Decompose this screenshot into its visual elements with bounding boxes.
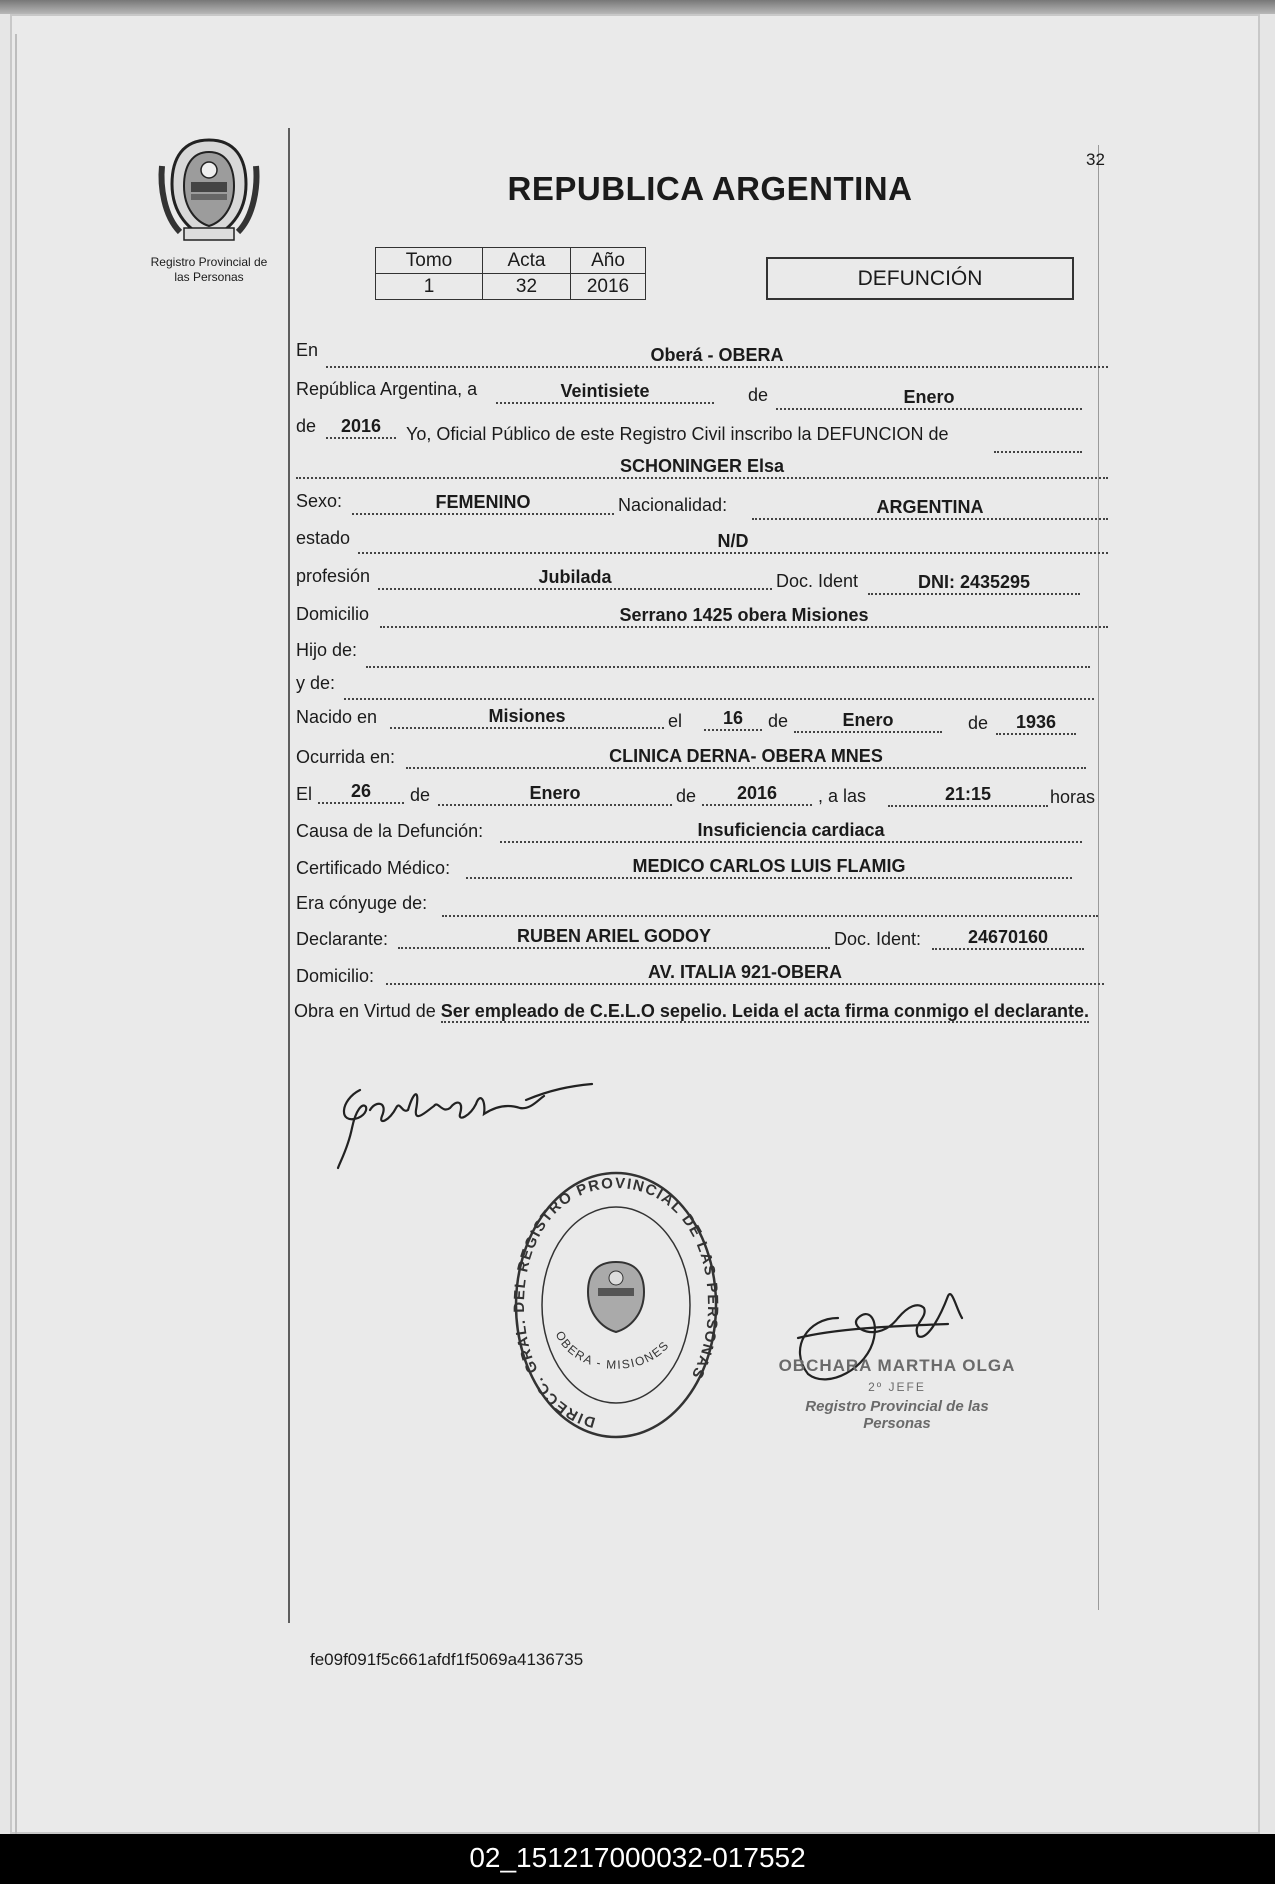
field-sex: FEMENINO (352, 492, 614, 515)
field-place: Oberá - OBERA (326, 345, 1108, 368)
field-year: 2016 (326, 416, 396, 439)
field-nationality: ARGENTINA (752, 497, 1108, 520)
left-margin-line (288, 128, 290, 1623)
label-profesion: profesión (296, 566, 371, 586)
field-birth-year: 1936 (996, 712, 1076, 735)
field-death-day: 26 (318, 781, 404, 804)
label-causa: Causa de la Defunción: (296, 821, 484, 841)
label-ocurrida-en: Ocurrida en: (296, 747, 396, 767)
label-de-6: de (676, 786, 697, 806)
record-table-header-acta: Acta (483, 248, 571, 274)
official-seal (510, 1170, 722, 1440)
official-stamp-office: Registro Provincial de las Personas (805, 1398, 989, 1432)
footer-id: 02_151217000032-017552 (469, 1842, 806, 1873)
field-declarant: RUBEN ARIEL GODOY (398, 926, 830, 949)
record-table-header-tomo: Tomo (376, 248, 483, 274)
field-day-words: Veintisiete (496, 381, 714, 404)
official-stamp-name: OBCHARA MARTHA OLGA (778, 1356, 1016, 1375)
label-nacionalidad: Nacionalidad: (618, 495, 728, 515)
svg-text:OBERA - MISIONES (553, 1329, 673, 1372)
label-en: En (296, 340, 319, 360)
label-domicilio: Domicilio (296, 604, 370, 624)
field-death-month: Enero (438, 783, 672, 806)
label-de-2: de (296, 416, 317, 436)
field-death-place: CLINICA DERNA- OBERA MNES (406, 746, 1086, 769)
label-certificado: Certificado Médico: (296, 858, 451, 878)
label-de-4: de (968, 713, 989, 733)
field-declarant-doc: 24670160 (932, 927, 1084, 950)
record-table (375, 247, 646, 300)
label-doc-ident-2: Doc. Ident: (834, 929, 922, 949)
page-number: 32 (1086, 150, 1105, 169)
field-deceased-name: SCHONINGER Elsa (296, 456, 1108, 479)
field-doctor: MEDICO CARLOS LUIS FLAMIG (466, 856, 1072, 879)
official-stamp-role: 2º JEFE (868, 1380, 926, 1394)
scan-top-edge (0, 0, 1275, 14)
label-y-de: y de: (296, 673, 336, 693)
seal-inner-text: OBERA - MISIONES (552, 1328, 673, 1372)
record-table-value-ano: 2016 (571, 274, 646, 300)
misiones-coat-of-arms-logo (158, 136, 260, 244)
field-death-year: 2016 (702, 783, 812, 806)
label-a-las: , a las (818, 786, 867, 806)
field-doc-ident: DNI: 2435295 (868, 572, 1080, 595)
field-civil-status: N/D (358, 531, 1108, 554)
field-death-time: 21:15 (888, 784, 1048, 807)
field-obra-text: Ser empleado de C.E.L.O sepelio. Leida el acta firma conmigo el declarante. (440, 1001, 1089, 1021)
label-conyuge: Era cónyuge de: (296, 893, 428, 913)
registry-caption-line1: Registro Provincial de (150, 255, 268, 269)
obra-en-virtud-paragraph (294, 998, 1104, 1025)
field-profession: Jubilada (378, 567, 772, 590)
field-birth-month: Enero (794, 710, 942, 733)
record-table-value-acta: 32 (483, 274, 571, 300)
label-estado: estado (296, 528, 351, 548)
record-type-box: DEFUNCIÓN (766, 257, 1074, 300)
record-table-header-row (376, 248, 646, 274)
field-birth-day: 16 (704, 708, 762, 731)
field-birth-place: Misiones (390, 706, 664, 729)
registry-caption-line2: las Personas (174, 270, 244, 284)
label-domicilio-2: Domicilio: (296, 966, 375, 986)
label-el: el (668, 711, 683, 731)
label-obra: Obra en Virtud de (294, 1001, 436, 1021)
field-y-de (344, 677, 1094, 700)
field-oficial-blank (994, 430, 1082, 453)
field-hijo-de (366, 645, 1090, 668)
field-address: Serrano 1425 obera Misiones (380, 605, 1108, 628)
label-declarante: Declarante: (296, 929, 389, 949)
label-hijo-de: Hijo de: (296, 640, 358, 660)
label-de-3: de (768, 711, 789, 731)
declarant-signature (330, 1070, 600, 1170)
page-title: REPUBLICA ARGENTINA (507, 170, 913, 207)
label-el-2: El (296, 784, 313, 804)
label-horas: horas (1050, 787, 1096, 807)
field-declarant-address: AV. ITALIA 921-OBERA (386, 962, 1104, 985)
seal-outer-text: DIRECC. GRAL. DEL REGISTRO PROVINCIAL DE LAS PERSONAS (510, 1174, 722, 1431)
label-oficial: Yo, Oficial Público de este Registro Civil inscribo la DEFUNCION de (406, 424, 949, 444)
record-table-header-ano: Año (571, 248, 646, 274)
label-de-1: de (748, 385, 769, 405)
label-sexo: Sexo: (296, 491, 343, 511)
record-table-value-row (376, 274, 646, 300)
field-conyuge (442, 894, 1098, 917)
record-table-value-tomo: 1 (376, 274, 483, 300)
label-doc-ident: Doc. Ident (776, 571, 859, 591)
label-de-5: de (410, 785, 431, 805)
registry-caption (134, 255, 284, 285)
field-cause: Insuficiencia cardiaca (500, 820, 1082, 843)
field-month: Enero (776, 387, 1082, 410)
label-nacido-en: Nacido en (296, 707, 378, 727)
label-republica: República Argentina, a (296, 379, 478, 399)
document-hash: fe09f091f5c661afdf1f5069a4136735 (310, 1650, 584, 1669)
